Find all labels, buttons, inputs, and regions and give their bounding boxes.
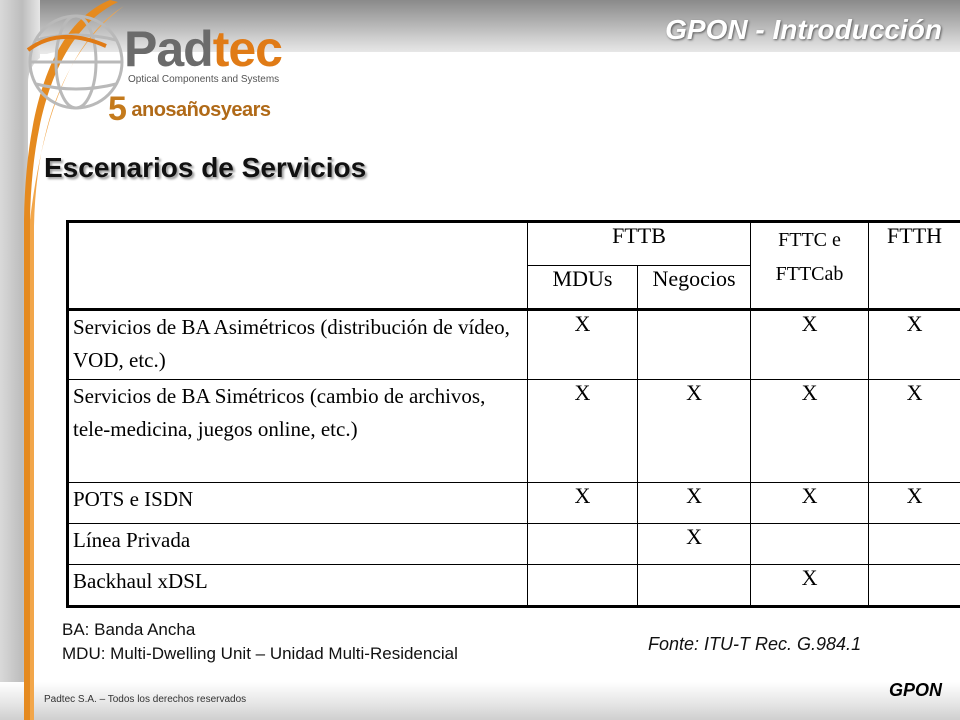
cell-fttc: X [751, 380, 869, 483]
service-label: POTS e ISDN [68, 483, 528, 524]
cell-ftth [869, 565, 960, 607]
cell-ftth: X [869, 310, 960, 380]
service-label: Servicios de BA Simétricos (cambio de archivos, tele-medicina, juegos online, etc.) [68, 380, 528, 483]
cell-fttc: X [751, 565, 869, 607]
source-citation: Fonte: ITU-T Rec. G.984.1 [648, 634, 862, 654]
logo-tagline: Optical Components and Systems [128, 74, 280, 85]
table-corner-cell [68, 222, 528, 310]
cell-mdus: X [528, 380, 638, 483]
header-fttb: FTTB [528, 222, 751, 266]
note-ba: BA: Banda Ancha [62, 620, 196, 639]
header-fttc: FTTC e FTTCab [751, 222, 869, 310]
footer-topic: GPON [888, 680, 942, 700]
footer-copyright: Padtec S.A. – Todos los derechos reservados [44, 694, 247, 705]
logo-wordmark-pad: Pad [124, 21, 213, 77]
table-header-row [68, 222, 960, 266]
padtec-logo [20, 6, 282, 128]
logo-anniversary [108, 90, 271, 129]
cell-fttc: X [751, 310, 869, 380]
table-row [68, 565, 960, 607]
cell-mdus [528, 565, 638, 607]
header-mdus: MDUs [528, 266, 638, 310]
table-row [68, 380, 960, 483]
cell-negocios [638, 310, 751, 380]
cell-negocios: X [638, 483, 751, 524]
cell-ftth: X [869, 483, 960, 524]
table-row [68, 524, 960, 565]
cell-negocios: X [638, 524, 751, 565]
logo-anniversary-number: 5 [108, 90, 127, 128]
cell-mdus: X [528, 310, 638, 380]
header-ftth: FTTH [869, 222, 960, 310]
header-negocios: Negocios [638, 266, 751, 310]
table-row [68, 310, 960, 380]
cell-ftth [869, 524, 960, 565]
header-title: GPON - Introducción [665, 14, 942, 45]
cell-negocios: X [638, 380, 751, 483]
logo-wordmark [124, 21, 282, 77]
service-scenarios-table [66, 220, 960, 608]
cell-fttc: X [751, 483, 869, 524]
service-label: Línea Privada [68, 524, 528, 565]
section-title: Escenarios de Servicios [44, 152, 367, 183]
cell-negocios [638, 565, 751, 607]
cell-mdus [528, 524, 638, 565]
cell-ftth: X [869, 380, 960, 483]
note-mdu: MDU: Multi-Dwelling Unit – Unidad Multi-Residencial [62, 644, 458, 663]
cell-mdus: X [528, 483, 638, 524]
cell-fttc [751, 524, 869, 565]
logo-wordmark-tec: tec [212, 21, 282, 77]
service-label: Backhaul xDSL [68, 565, 528, 607]
logo-anniversary-words: anosañosyears [131, 99, 271, 121]
table-row [68, 483, 960, 524]
service-label: Servicios de BA Asimétricos (distribución de vídeo, VOD, etc.) [68, 310, 528, 380]
